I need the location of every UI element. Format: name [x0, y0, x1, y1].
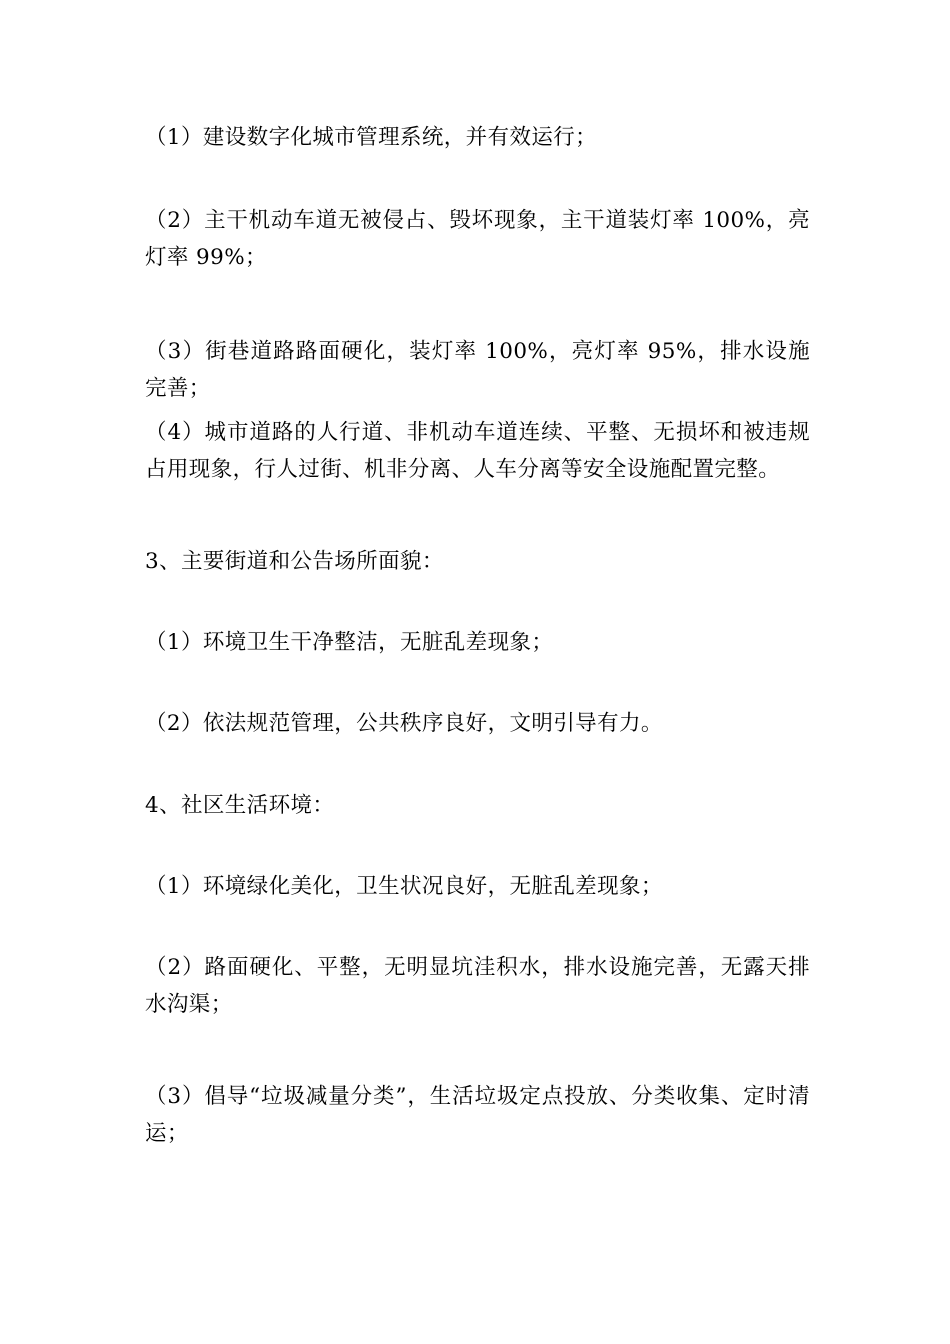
- section-heading-3: 3、主要街道和公告场所面貌：: [145, 549, 444, 574]
- paragraph-4: （4）城市道路的人行道、非机动车道连续、平整、无损坏和被违规占用现象，行人过街、机非分离、人车分离等安全设施配置完整。: [145, 420, 810, 482]
- section-heading-4: 4、社区生活环境：: [145, 793, 335, 818]
- paragraph-2: （2）主干机动车道无被侵占、毁坏现象，主干道装灯率 100%，亮灯率 99%；: [145, 208, 810, 270]
- paragraph-8: （2）路面硬化、平整，无明显坑洼积水，排水设施完善，无露天排水沟渠；: [145, 955, 810, 1017]
- paragraph-5: （1）环境卫生干净整洁，无脏乱差现象；: [145, 630, 554, 655]
- paragraph-9: （3）倡导“垃圾减量分类”，生活垃圾定点投放、分类收集、定时清运；: [145, 1084, 810, 1146]
- paragraph-7: （1）环境绿化美化，卫生状况良好，无脏乱差现象；: [145, 874, 663, 899]
- paragraph-1: （1）建设数字化城市管理系统，并有效运行；: [145, 125, 598, 150]
- paragraph-3: （3）街巷道路路面硬化，装灯率 100%，亮灯率 95%，排水设施完善；: [145, 339, 810, 401]
- paragraph-6: （2）依法规范管理，公共秩序良好，文明引导有力。: [145, 711, 663, 736]
